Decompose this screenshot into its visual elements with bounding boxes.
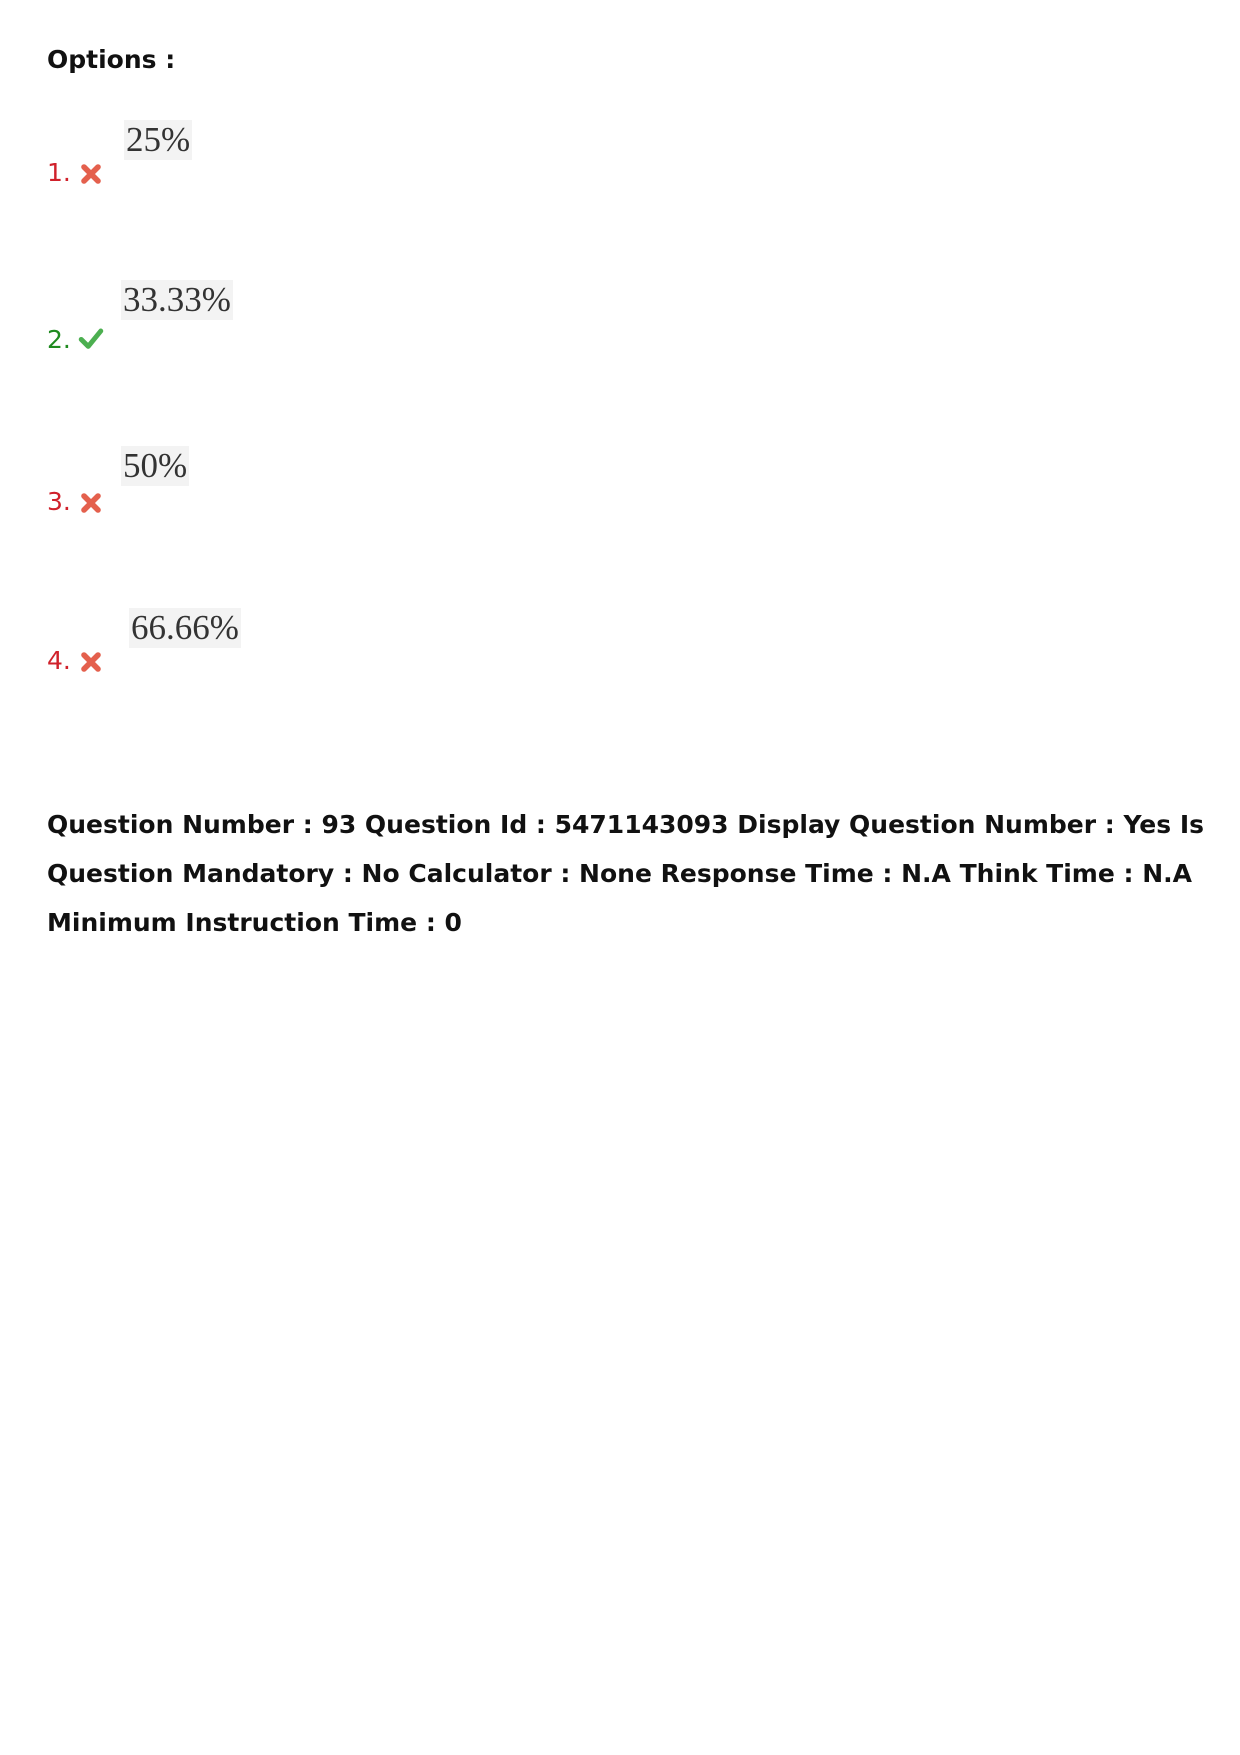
option-value: 66.66% [131,608,239,647]
option-item [47,280,447,360]
question-metadata: Question Number : 93 Question Id : 5471143093 Display Question Number : Yes Is Question Mandatory : No Calculator : None Response Time : N.A Think Time : N.A Minimum Instruction Time : 0 [47,810,1205,937]
option-value: 50% [123,446,188,485]
option-item [47,608,447,688]
option-item [47,120,447,200]
cross-icon [77,489,105,517]
option-number: 1. [47,158,71,187]
cross-icon [77,648,105,676]
option-number: 3. [47,487,71,516]
option-number: 2. [47,325,71,354]
option-value: 25% [126,120,191,159]
option-item [47,446,447,526]
check-icon [77,324,105,352]
options-heading: Options : [47,45,176,74]
cross-icon [77,160,105,188]
option-number: 4. [47,646,71,675]
option-value: 33.33% [123,280,231,319]
